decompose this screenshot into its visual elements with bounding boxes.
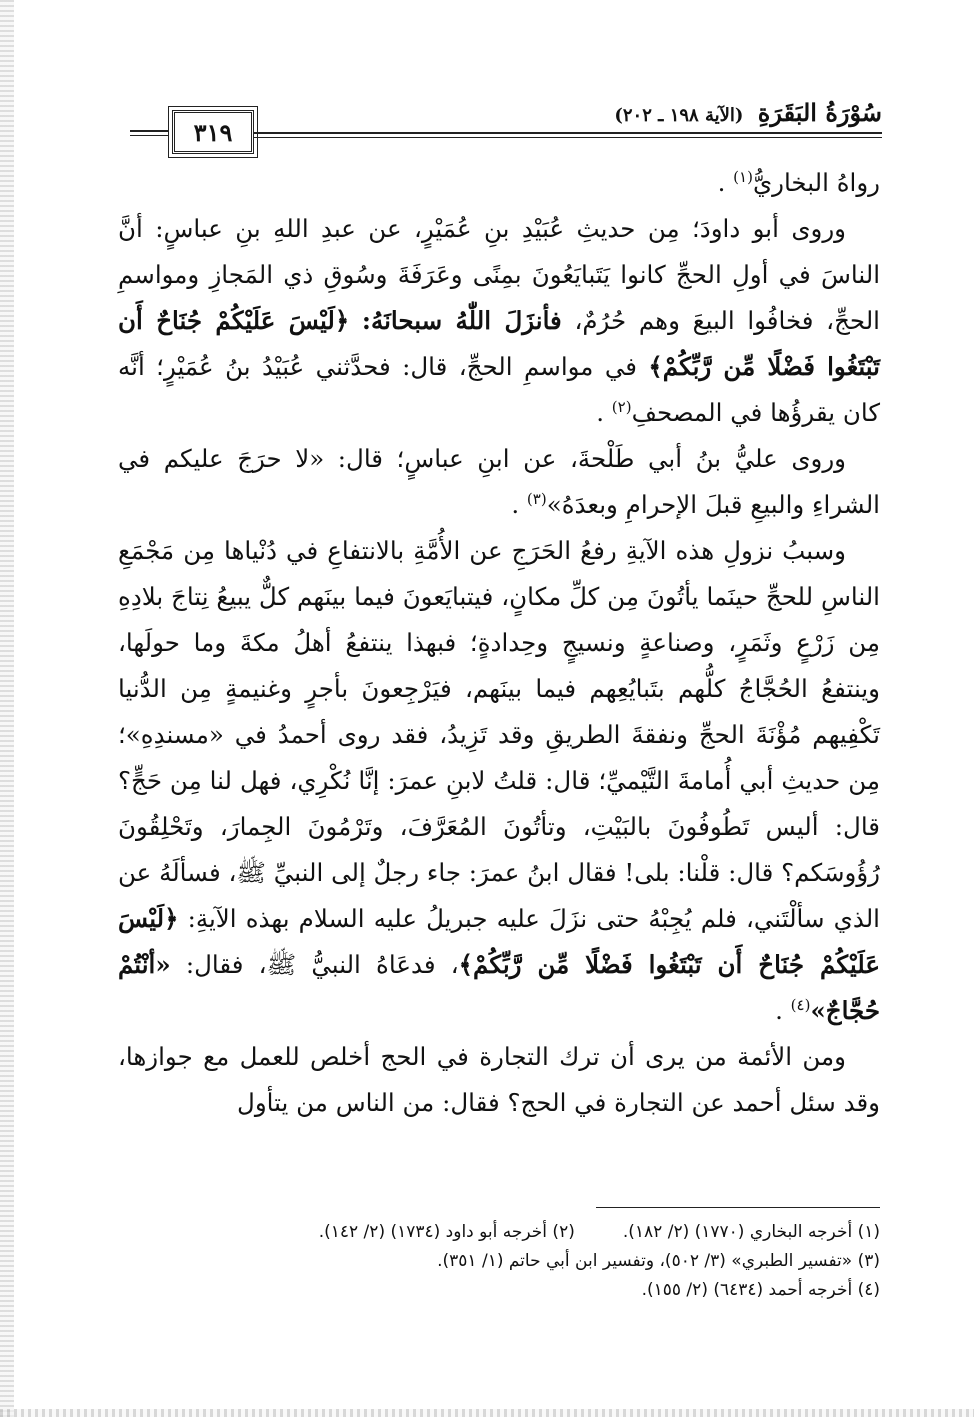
footnote-ref-3: (٣): [526, 489, 547, 508]
p1-end: .: [717, 168, 726, 197]
p2-end: .: [596, 398, 604, 427]
p3-end: .: [511, 490, 520, 519]
p4-bold-quote: «أنْتُمْ حُجَّاجٌ»: [118, 950, 880, 1025]
footnote-row-1: [90, 1218, 880, 1247]
footnote-1: (١) أخرجه البخاري (١٧٧٠) (٢/ ١٨٢).: [622, 1222, 880, 1242]
main-text: [118, 160, 880, 1126]
page-number-box: [172, 110, 254, 154]
p5-text: ومن الأئمة من يرى أن ترك التجارة في الحج أخلص للعمل مع جوازها، وقد سئل أحمد عن التجارة في الحج؟ فقال: من الناس من يتأول: [118, 1042, 880, 1117]
paragraph-5: [118, 1034, 880, 1126]
p2-text-2: في مواسمِ الحجِّ، قال: فحدَّثني عُبَيْدُ بنُ عُمَيْرٍ؛ أنَّه كان يقرؤُها في المصحفِ: [118, 352, 880, 427]
scan-edge-bottom: [0, 1409, 974, 1417]
footnote-3: (٣) «تفسير الطبري» (٣/ ٥٠٢)، وتفسير ابن أبي حاتم (١/ ٣٥١).: [437, 1251, 880, 1271]
header-rule: [248, 132, 882, 138]
p4-end: .: [775, 996, 783, 1025]
footnote-ref-1: (١): [733, 167, 753, 186]
header-surah: [614, 98, 882, 127]
footnote-2: (٢) أخرجه أبو داود (١٧٣٤) (٢/ ١٤٢).: [318, 1222, 575, 1242]
footnote-separator: [596, 1207, 880, 1208]
footnote-row-3: [90, 1276, 880, 1305]
page-number-rule: [130, 130, 168, 136]
p1-text: رواهُ البخاريُّ: [752, 168, 880, 197]
quran-verse-2: ﴿لَيْسَ عَلَيْكُمْ جُنَاحٌ أَن تَبْتَغُوا فَضْلًا مِّن رَّبِّكُمْ﴾: [118, 904, 880, 979]
paragraph-4: [118, 528, 880, 1034]
paragraph-2: [118, 206, 880, 436]
paragraph-1: [118, 160, 880, 206]
surah-title: سُوْرَةُ البَقَرَةِ: [757, 98, 882, 127]
page-number: ٣١٩: [193, 117, 233, 147]
scan-edge-left: [0, 0, 14, 1417]
paragraph-3: [118, 436, 880, 528]
p4-text-2: ، فدعَاهُ النبيُّ ﷺ، فقال:: [185, 950, 459, 979]
p2-bold: فأنزَلَ اللّٰهُ سبحانَهُ:: [361, 306, 562, 335]
p2-text-1: وروى أبو داودَ؛ مِن حديثِ عُبَيْدِ بنِ عُمَيْرٍ، عن عبدِ اللهِ بنِ عباسٍ: أنَّ الناسَ في أولِ الحجِّ كانوا يَتَبايَعُونَ بمِنًى وعَرَفَةَ وسُوقِ ذي المَجازِ ومواسمِ الحجِّ، فخافُوا البيعَ وهم حُرُمٌ،: [118, 214, 880, 335]
footnote-row-2: [90, 1247, 880, 1276]
verse-range: (الآية ١٩٨ ـ ٢٠٢): [614, 105, 744, 126]
footnotes: [90, 1218, 880, 1305]
footnote-4: (٤) أخرجه أحمد (٦٤٣٤) (٢/ ١٥٥).: [641, 1280, 880, 1300]
p3-text: وروى عليُّ بنُ أبي طَلْحةَ، عن ابنِ عباسٍ؛ قال: «لا حرَجَ عليكم في الشراءِ والبيعِ قبلَ الإحرامِ وبعدَهُ»: [118, 444, 880, 519]
p4-text-1: وسببُ نزولِ هذه الآيةِ رفعُ الحَرَجِ عن الأُمَّةِ بالانتفاعِ في دُنْياها مِن مَجْمَعِ الناسِ للحجِّ حينَما يأتُونَ مِن كلِّ مكانٍ، فيتبايَعونَ فيما بينَهم كلٌّ يبيعُ نِتاجَ بلادِهِ مِن زَرْعٍ وثَمَرٍ، وصناعةٍ ونسيجٍ وحِدادةٍ؛ فبهذا ينتفعُ أهلُ مكةَ وما حولَها، وينتفعُ الحُجَّاجُ كلُّهم بتَبايُعِهم فيما بينَهم، فيَرْجِعونَ بأجرٍ وغنيمةٍ مِن الدُّنيا تَكْفِيهم مُؤْنَةَ الحجِّ ونفقةَ الطريقِ وقد تَزِيدُ، فقد روى أحمدُ في «مسندِهِ»؛ مِن حديثِ أبي أُمامةَ التَّيْميِّ؛ قال: قلتُ لابنِ عمرَ: إنَّا نُكْرِي، فهل لنا مِن حَجٍّ؟ قال: أليس تَطُوفُونَ بالبَيْتِ، وتأتُونَ المُعَرَّفَ، وتَرْمُونَ الجِمارَ، وتَحْلِقُونَ رُؤُوسَكم؟ قال: قلْنا: بلى! فقال ابنُ عمرَ: جاء رجلٌ إلى النبيِّ ﷺ، فسألَهُ عن الذي سألْتَني، فلم يُجِبْهُ حتى نزَلَ عليه جبريلُ عليه السلام بهذه الآيةِ:: [118, 536, 880, 933]
footnote-ref-4: (٤): [790, 995, 811, 1014]
quran-verse-1: ﴿لَيْسَ عَلَيْكُمْ جُنَاحٌ أَن تَبْتَغُوا فَضْلًا مِّن رَّبِّكُمْ﴾: [118, 306, 880, 381]
footnote-ref-2: (٢): [611, 397, 632, 416]
running-header: [130, 96, 882, 158]
